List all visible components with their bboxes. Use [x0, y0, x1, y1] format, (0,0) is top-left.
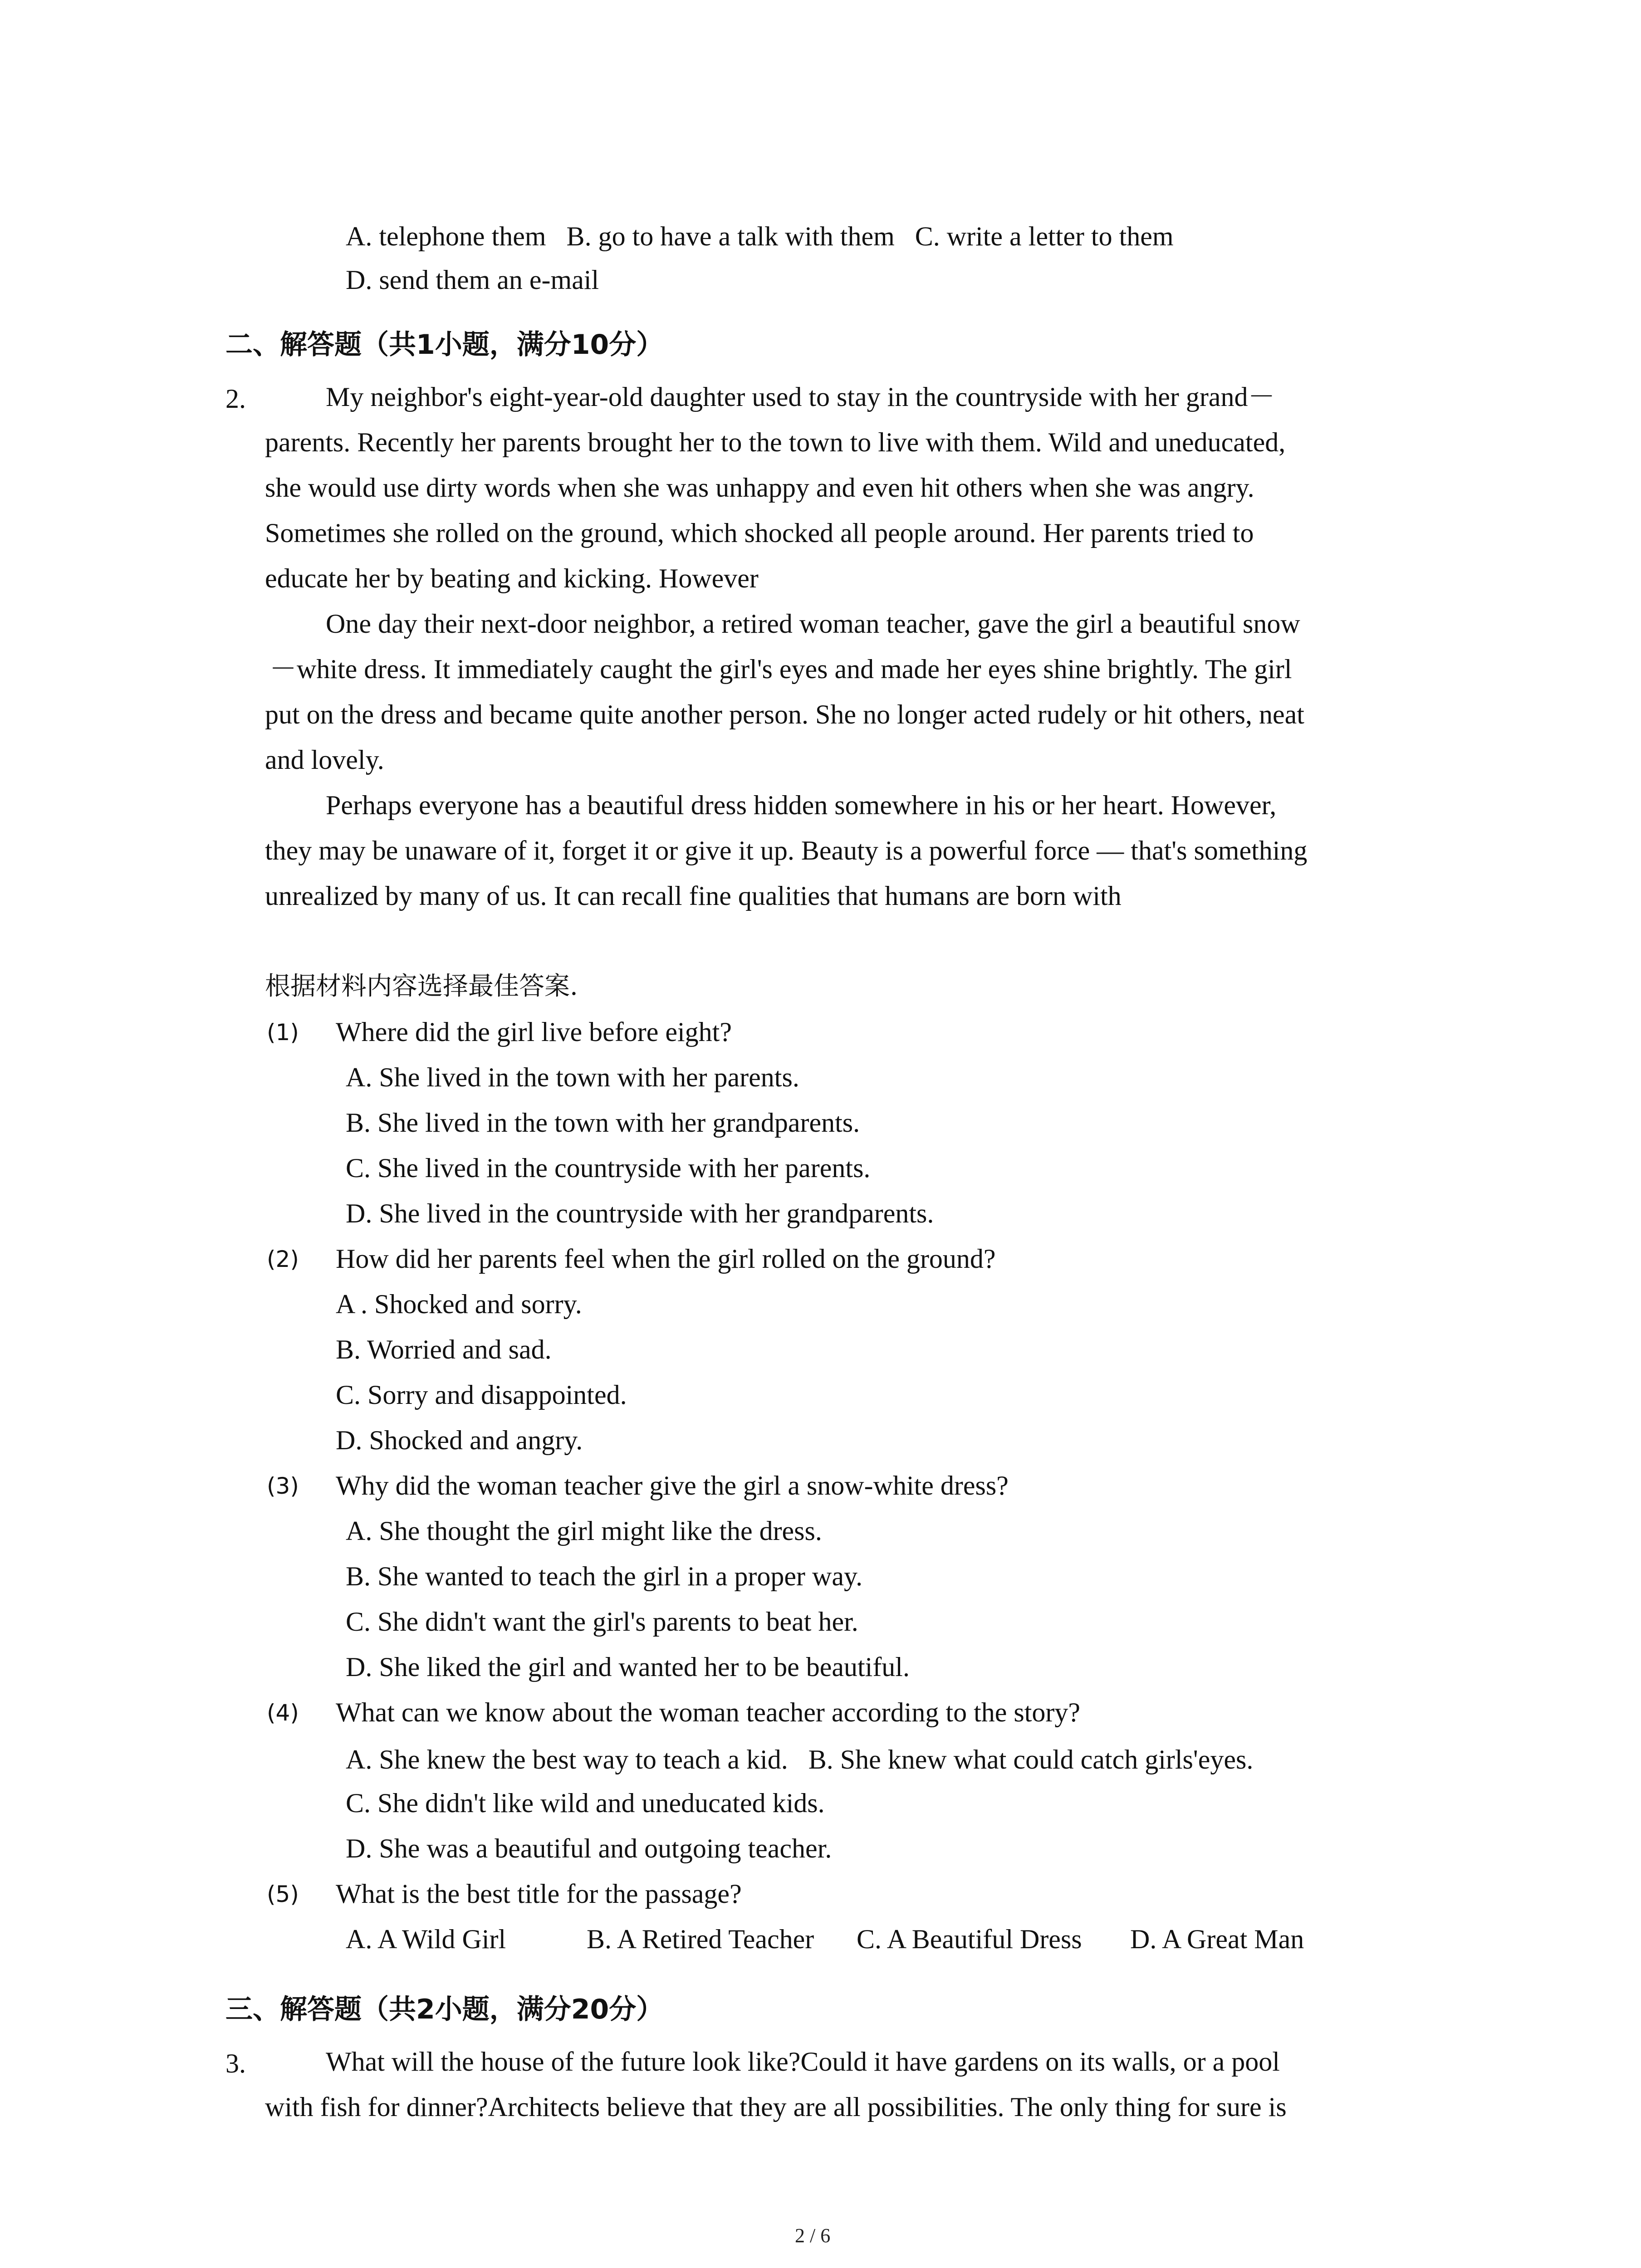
- answer-option: A. She knew the best way to teach a kid.: [346, 1745, 788, 1774]
- answer-option: D. Shocked and angry.: [336, 1425, 583, 1455]
- passage-line: educate her by beating and kicking. However: [265, 563, 759, 593]
- answer-option: A. She thought the girl might like the dress.: [346, 1516, 822, 1546]
- passage-line: parents. Recently her parents brought her to the town to live with them. Wild and uneducated,: [265, 427, 1286, 457]
- answer-option: B. She knew what could catch girls'eyes.: [808, 1745, 1254, 1774]
- q1-options-row: [346, 221, 1174, 252]
- sub-question-number: (1): [267, 1019, 299, 1046]
- q1-option-b: B. go to have a talk with them: [566, 221, 895, 251]
- sub-question-text: What can we know about the woman teacher according to the story?: [336, 1697, 1081, 1727]
- passage-line: put on the dress and became quite another person. She no longer acted rudely or hit others, neat: [265, 699, 1304, 729]
- passage-line: she would use dirty words when she was unhappy and even hit others when she was angry.: [265, 473, 1254, 503]
- sub-question-number: (4): [267, 1700, 299, 1726]
- answer-option: A. She lived in the town with her parents.: [346, 1062, 799, 1092]
- sub-question-text: How did her parents feel when the girl rolled on the ground?: [336, 1244, 996, 1274]
- section3-heading: 三、解答题（共2小题，满分20分）: [225, 1994, 664, 2025]
- q1-option-a: A. telephone them: [346, 221, 546, 251]
- passage-line: One day their next-door neighbor, a retired woman teacher, gave the girl a beautiful snow: [326, 609, 1300, 639]
- passage-line: and lovely.: [265, 745, 384, 775]
- answer-option: C. A Beautiful Dress: [857, 1924, 1082, 1954]
- answer-option: A . Shocked and sorry.: [336, 1289, 582, 1319]
- passage-line: they may be unaware of it, forget it or give it up. Beauty is a powerful force — that's something: [265, 836, 1308, 865]
- answer-option: C. Sorry and disappointed.: [336, 1380, 627, 1410]
- answer-option: B. A Retired Teacher: [587, 1924, 814, 1954]
- answer-option: A. A Wild Girl: [346, 1924, 506, 1954]
- answer-option: C. She didn't like wild and uneducated kids.: [346, 1788, 825, 1818]
- passage-line: with fish for dinner?Architects believe that they are all possibilities. The only thing for sure is: [265, 2092, 1287, 2122]
- answer-option: B. She lived in the town with her grandparents.: [346, 1108, 860, 1138]
- passage-line: My neighbor's eight-year-old daughter used to stay in the countryside with her grand－: [326, 382, 1275, 412]
- answer-option: C. She lived in the countryside with her parents.: [346, 1153, 871, 1183]
- sub-question-text: Where did the girl live before eight?: [336, 1017, 732, 1047]
- sub-question-number: (5): [267, 1881, 299, 1907]
- sub-question-text: Why did the woman teacher give the girl a snow-white dress?: [336, 1471, 1009, 1501]
- question-number: 3.: [225, 2048, 246, 2078]
- page-number: 2 / 6: [795, 2224, 831, 2247]
- passage-line: Perhaps everyone has a beautiful dress hidden somewhere in his or her heart. However,: [326, 790, 1277, 820]
- passage-line: Sometimes she rolled on the ground, which shocked all people around. Her parents tried to: [265, 518, 1254, 548]
- sub-question-text: What is the best title for the passage?: [336, 1879, 742, 1909]
- passage-line: What will the house of the future look like?Could it have gardens on its walls, or a pool: [326, 2047, 1280, 2077]
- passage-line: －white dress. It immediately caught the girl's eyes and made her eyes shine brightly. The girl: [269, 654, 1292, 684]
- sub-question-number: (2): [267, 1246, 299, 1272]
- answer-option: C. She didn't want the girl's parents to beat her.: [346, 1607, 858, 1637]
- section2-heading: 二、解答题（共1小题，满分10分）: [225, 329, 664, 361]
- passage-line: unrealized by many of us. It can recall fine qualities that humans are born with: [265, 881, 1122, 911]
- sub-question-number: (3): [267, 1473, 299, 1499]
- answer-option: B. Worried and sad.: [336, 1334, 552, 1364]
- answer-option: D. She liked the girl and wanted her to be beautiful.: [346, 1652, 910, 1682]
- question-number: 2.: [225, 384, 246, 414]
- answer-option: B. She wanted to teach the girl in a proper way.: [346, 1561, 863, 1591]
- answer-option: D. She lived in the countryside with her grandparents.: [346, 1198, 934, 1228]
- q1-option-d: D. send them an e-mail: [346, 265, 599, 295]
- answer-option: D. A Great Man: [1130, 1924, 1304, 1954]
- q1-option-c: C. write a letter to them: [915, 221, 1174, 251]
- instruction-text: 根据材料内容选择最佳答案.: [265, 972, 578, 1001]
- answer-option: D. She was a beautiful and outgoing teacher.: [346, 1833, 832, 1863]
- q4-options-row: [346, 1744, 1253, 1775]
